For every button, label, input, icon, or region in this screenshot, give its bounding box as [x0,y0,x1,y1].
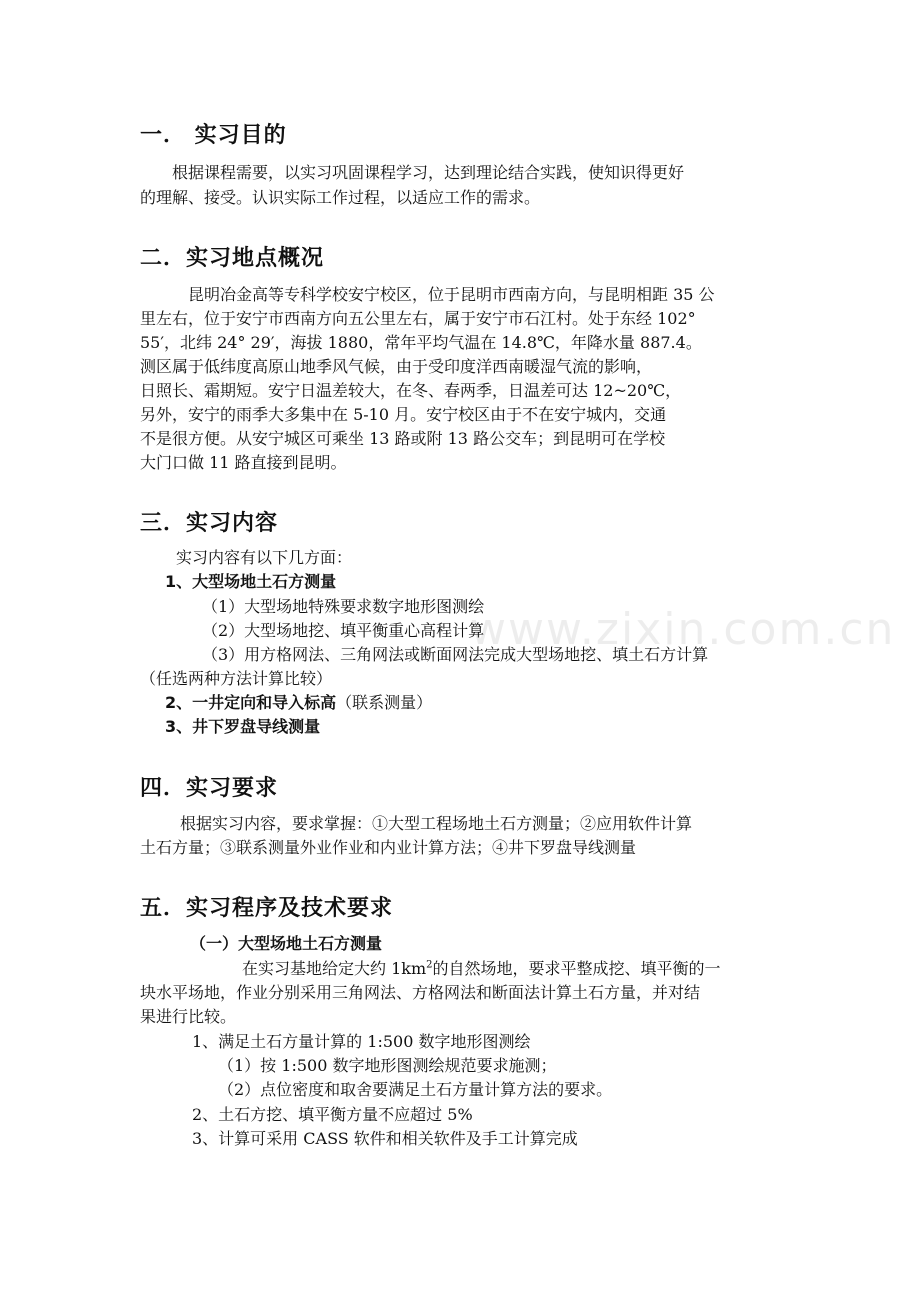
section-5-paragraph-line-1-pre: 在实习基地给定大约 1km [242,959,427,978]
section-5-title: 五．实习程序及技术要求 [140,896,394,921]
section-2-line-1: 昆明冶金高等专科学校安宁校区，位于昆明市西南方向，与昆明相距 35 公 [188,285,715,304]
section-2-line-4: 测区属于低纬度高原山地季风气候，由于受印度洋西南暖湿气流的影响， [140,357,653,376]
section-3-item-3: 3、井下罗盘导线测量 [165,717,321,736]
section-2-title: 二．实习地点概况 [140,246,325,271]
section-2-line-5: 日照长、霜期短。安宁日温差较大，在冬、春两季，日温差可达 12~20℃， [140,381,682,400]
watermark: www.zixin.com.cn [470,604,896,655]
section-4-line-2: 土石方量；③联系测量外业作业和内业计算方法；④井下罗盘导线测量 [140,838,637,857]
section-5-item-1-sub-2: （2）点位密度和取舍要满足土石方量计算方法的要求。 [218,1080,613,1099]
section-5-item-1: 1、满足土石方量计算的 1:500 数字地形图测绘 [192,1032,531,1051]
section-5-paragraph-line-2: 块水平场地，作业分别采用三角网法、方格网法和断面法计算土石方量，并对结 [140,983,701,1002]
section-3-item-2-note: （联系测量） [336,693,433,712]
section-2-line-8: 大门口做 11 路直接到昆明。 [140,453,347,472]
section-3-item-2-bold: 2、一井定向和导入标高 [165,693,337,712]
section-5-paragraph-line-1 [242,957,721,981]
section-3-item-2 [165,691,432,715]
section-3-item-1-sub-1: （1）大型场地特殊要求数字地形图测绘 [202,597,485,616]
section-3-item-1-sub-3: （3）用方格网法、三角网法或断面网法完成大型场地挖、填土石方计算 [202,645,709,664]
section-1-title: 一． 实习目的 [140,123,287,148]
section-3-item-1-sub-3-continued: （任选两种方法计算比较） [140,669,333,688]
superscript-2: 2 [426,959,433,971]
section-2-line-3: 55′，北纬 24° 29′，海拔 1880，常年平均气温在 14.8℃，年降水量 887.4。 [140,333,702,352]
section-5-paragraph-line-3: 果进行比较。 [140,1007,237,1026]
section-5-paragraph-line-1-post: 的自然场地，要求平整成挖、填平衡的一 [432,959,721,978]
section-3-item-1: 1、大型场地土石方测量 [165,572,337,591]
section-2-line-7: 不是很方便。从安宁城区可乘坐 13 路或附 13 路公交车；到昆明可在学校 [140,429,666,448]
section-3-intro: 实习内容有以下几方面： [176,548,353,567]
section-3-title: 三．实习内容 [140,511,279,536]
section-5-item-1-sub-1: （1）按 1:500 数字地形图测绘规范要求施测； [218,1056,557,1075]
section-3-item-1-sub-2: （2）大型场地挖、填平衡重心高程计算 [202,621,485,640]
section-5-subsection-title: （一）大型场地土石方测量 [190,934,383,953]
section-5-item-3: 3、计算可采用 CASS 软件和相关软件及手工计算完成 [192,1129,578,1148]
section-5-item-2: 2、土石方挖、填平衡方量不应超过 5% [192,1105,473,1124]
section-1-paragraph-line-1: 根据课程需要，以实习巩固课程学习，达到理论结合实践，使知识得更好 [172,163,685,182]
section-4-title: 四．实习要求 [140,776,279,801]
section-2-line-2: 里左右，位于安宁市西南方向五公里左右，属于安宁市石江村。处于东经 102° [140,309,696,328]
section-1-paragraph-line-2: 的理解、接受。认识实际工作过程，以适应工作的需求。 [140,188,541,207]
section-4-line-1: 根据实习内容，要求掌握：①大型工程场地土石方测量；②应用软件计算 [180,814,693,833]
section-2-line-6: 另外，安宁的雨季大多集中在 5-10 月。安宁校区由于不在安宁城内，交通 [140,405,667,424]
